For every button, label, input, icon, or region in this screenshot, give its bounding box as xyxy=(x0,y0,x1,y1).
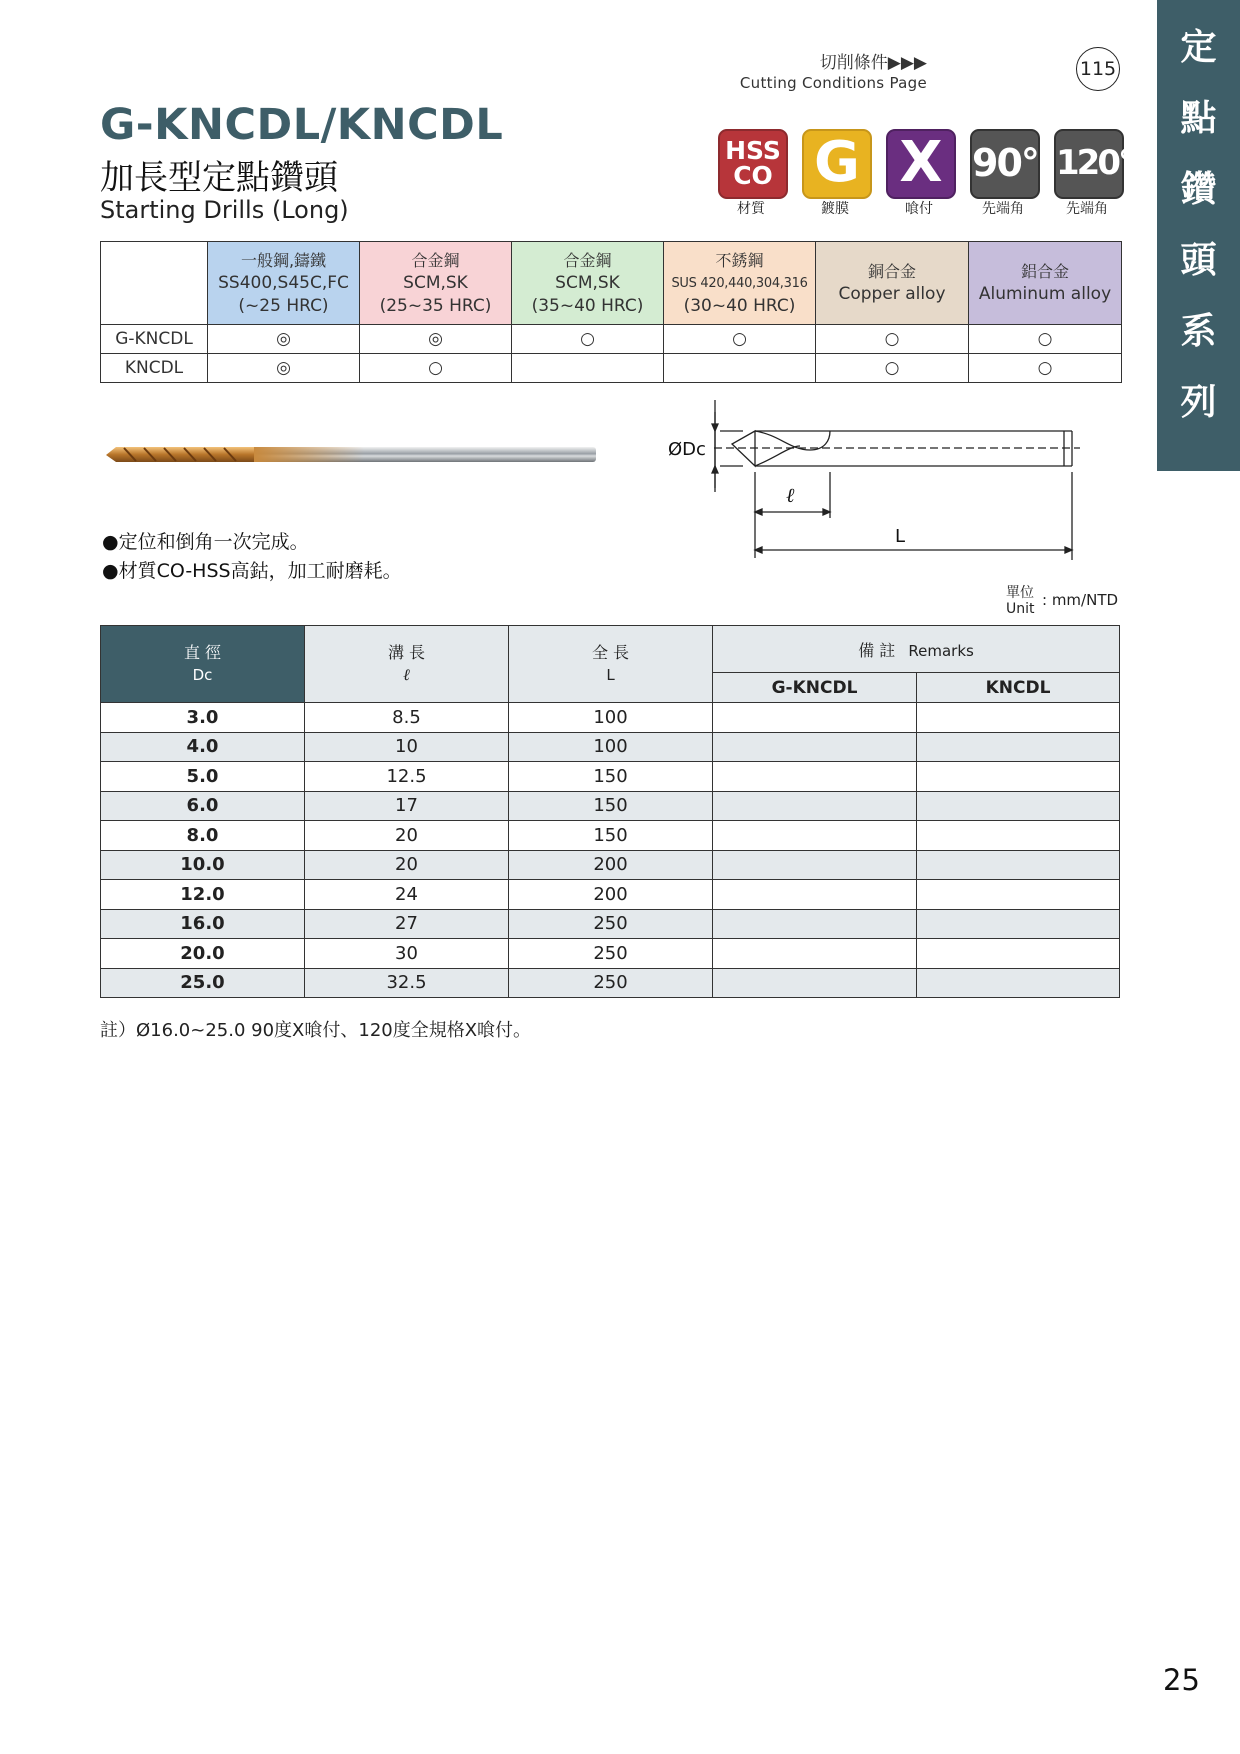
material-name: 銅合金 xyxy=(867,262,916,281)
table-row xyxy=(101,703,1120,733)
material-row xyxy=(101,354,1122,383)
cell-remark-kncdl xyxy=(917,880,1120,910)
badge-caption: 鍍膜 xyxy=(821,201,849,217)
unit-label xyxy=(1006,585,1035,617)
material-name: 一般鋼,鑄鐵 xyxy=(240,250,327,270)
footnote: 註）Ø16.0~25.0 90度X喰付、120度全規格X喰付。 xyxy=(100,1020,532,1041)
cell-remark-g-kncdl xyxy=(713,762,917,792)
side-category-tab xyxy=(1157,0,1240,471)
badge-point-angle-120: 120° xyxy=(1054,129,1124,199)
suitability-mark: ◎ xyxy=(208,354,360,383)
badge-text: CO xyxy=(733,161,773,190)
badge-material-hss-co xyxy=(718,129,788,199)
material-grade: SS400,S45C,FC xyxy=(218,272,349,293)
side-tab-char: 系 xyxy=(1180,311,1217,352)
cell-remark-g-kncdl xyxy=(713,703,917,733)
overall-length-label: L xyxy=(895,526,906,547)
header-remarks-zh: 備 註 xyxy=(858,640,896,660)
cell-overall-length: 250 xyxy=(509,968,713,998)
material-name-en: Copper alloy xyxy=(838,284,946,304)
cell-remark-kncdl xyxy=(917,791,1120,821)
cell-remark-g-kncdl xyxy=(713,732,917,762)
cell-remark-kncdl xyxy=(917,703,1120,733)
header-overall-zh: 全 長 xyxy=(591,643,630,662)
cell-overall-length: 100 xyxy=(509,703,713,733)
table-row xyxy=(101,821,1120,851)
side-tab-char: 點 xyxy=(1180,98,1217,139)
table-row xyxy=(101,762,1120,792)
cell-flute-length: 20 xyxy=(305,821,509,851)
material-row xyxy=(101,325,1122,354)
material-header-copper xyxy=(816,242,969,325)
product-subtitle-en: Starting Drills (Long) xyxy=(100,196,349,224)
cell-flute-length: 10 xyxy=(305,732,509,762)
material-header-blank xyxy=(101,242,208,325)
cell-diameter: 6.0 xyxy=(101,791,305,821)
suitability-mark: ○ xyxy=(816,325,969,354)
header-sub-g-kncdl: G-KNCDL xyxy=(713,673,917,703)
feature-bullet: ●定位和倒角一次完成。 xyxy=(102,531,309,553)
drill-dimension-diagram xyxy=(660,400,1080,570)
cell-overall-length: 100 xyxy=(509,732,713,762)
cell-remark-g-kncdl xyxy=(713,880,917,910)
page-number: 25 xyxy=(1163,1663,1200,1697)
cell-flute-length: 20 xyxy=(305,850,509,880)
header-flute-zh: 溝 長 xyxy=(387,643,426,662)
suitability-mark: ○ xyxy=(360,354,512,383)
cell-flute-length: 32.5 xyxy=(305,968,509,998)
table-row xyxy=(101,791,1120,821)
unit-value: : mm/NTD xyxy=(1042,591,1119,609)
product-subtitle-zh: 加長型定點鑽頭 xyxy=(100,158,338,198)
suitability-mark: ◎ xyxy=(360,325,512,354)
cell-remark-g-kncdl xyxy=(713,821,917,851)
suitability-mark: ○ xyxy=(969,325,1122,354)
material-hardness: (25~35 HRC) xyxy=(379,295,492,316)
cutting-conditions-label-zh: 切削條件▶▶▶ xyxy=(819,53,927,73)
cell-flute-length: 8.5 xyxy=(305,703,509,733)
side-tab-char: 鑽 xyxy=(1180,169,1217,210)
cell-overall-length: 150 xyxy=(509,762,713,792)
suitability-mark xyxy=(664,354,816,383)
material-header-stainless xyxy=(664,242,816,325)
header-overall-sym: L xyxy=(606,666,615,684)
badge-caption: 喰付 xyxy=(905,201,933,217)
header-diameter-sym: Dc xyxy=(192,666,213,684)
material-name: 合金鋼 xyxy=(563,250,612,270)
cell-remark-kncdl xyxy=(917,909,1120,939)
cell-remark-g-kncdl xyxy=(713,791,917,821)
cell-remark-kncdl xyxy=(917,968,1120,998)
product-name: KNCDL xyxy=(101,354,208,383)
cell-remark-kncdl xyxy=(917,732,1120,762)
cell-diameter: 10.0 xyxy=(101,850,305,880)
material-header-general-steel xyxy=(208,242,360,325)
cutting-conditions-label-en: Cutting Conditions Page xyxy=(739,74,927,92)
material-grade: SCM,SK xyxy=(403,272,468,293)
badge-caption: 先端角 xyxy=(982,201,1024,217)
table-row xyxy=(101,732,1120,762)
cell-diameter: 12.0 xyxy=(101,880,305,910)
table-row xyxy=(101,850,1120,880)
cell-diameter: 5.0 xyxy=(101,762,305,792)
header-diameter-zh: 直 徑 xyxy=(183,643,222,662)
suitability-mark xyxy=(512,354,664,383)
cell-overall-length: 200 xyxy=(509,880,713,910)
material-header-alloy-steel-1 xyxy=(360,242,512,325)
material-hardness: (~25 HRC) xyxy=(238,295,329,316)
material-hardness: (35~40 HRC) xyxy=(531,295,644,316)
header-diameter xyxy=(101,626,305,703)
side-tab-char: 列 xyxy=(1180,382,1217,423)
cell-remark-g-kncdl xyxy=(713,939,917,969)
cell-remark-g-kncdl xyxy=(713,968,917,998)
cell-remark-kncdl xyxy=(917,939,1120,969)
header-overall-length xyxy=(509,626,713,703)
flute-length-label: ℓ xyxy=(786,483,795,507)
table-row xyxy=(101,939,1120,969)
cell-overall-length: 250 xyxy=(509,909,713,939)
material-name-en: Aluminum alloy xyxy=(978,284,1112,304)
suitability-mark: ○ xyxy=(512,325,664,354)
material-grade: SCM,SK xyxy=(555,272,620,293)
material-hardness: (30~40 HRC) xyxy=(683,295,796,316)
material-grade: SUS 420,440,304,316 xyxy=(671,275,808,291)
material-header-aluminum xyxy=(969,242,1122,325)
cell-overall-length: 150 xyxy=(509,791,713,821)
cell-flute-length: 30 xyxy=(305,939,509,969)
badge-caption: 先端角 xyxy=(1066,201,1108,217)
product-title: G-KNCDL/KNCDL xyxy=(100,100,504,150)
cell-overall-length: 200 xyxy=(509,850,713,880)
material-name: 不銹鋼 xyxy=(715,250,764,270)
table-row xyxy=(101,880,1120,910)
suitability-mark: ○ xyxy=(816,354,969,383)
material-name: 鋁合金 xyxy=(1020,262,1069,281)
header-flute-length xyxy=(305,626,509,703)
material-header-alloy-steel-2 xyxy=(512,242,664,325)
cell-overall-length: 150 xyxy=(509,821,713,851)
drill-product-image xyxy=(104,438,600,472)
feature-bullet: ●材質CO-HSS高鈷，加工耐磨耗。 xyxy=(102,560,402,582)
unit-label-en: Unit xyxy=(1006,601,1035,617)
material-name: 合金鋼 xyxy=(411,250,460,270)
side-tab-char: 頭 xyxy=(1180,240,1217,281)
cell-diameter: 4.0 xyxy=(101,732,305,762)
cutting-conditions-page-link[interactable]: 115 xyxy=(1076,47,1120,91)
cell-diameter: 16.0 xyxy=(101,909,305,939)
badge-x-thinning: X xyxy=(886,129,956,199)
cell-flute-length: 27 xyxy=(305,909,509,939)
cell-diameter: 20.0 xyxy=(101,939,305,969)
cell-flute-length: 17 xyxy=(305,791,509,821)
cell-flute-length: 12.5 xyxy=(305,762,509,792)
cell-diameter: 3.0 xyxy=(101,703,305,733)
cell-remark-g-kncdl xyxy=(713,850,917,880)
header-sub-kncdl: KNCDL xyxy=(917,673,1120,703)
diameter-label: ØDc xyxy=(668,439,706,460)
product-name: G-KNCDL xyxy=(101,325,208,354)
unit-label-zh: 單位 xyxy=(1006,585,1034,601)
cell-diameter: 25.0 xyxy=(101,968,305,998)
badge-point-angle-90: 90° xyxy=(970,129,1040,199)
cell-remark-g-kncdl xyxy=(713,909,917,939)
suitability-mark: ○ xyxy=(664,325,816,354)
cell-remark-kncdl xyxy=(917,850,1120,880)
suitability-mark: ○ xyxy=(969,354,1122,383)
table-row xyxy=(101,909,1120,939)
side-tab-char: 定 xyxy=(1180,27,1217,68)
cell-overall-length: 250 xyxy=(509,939,713,969)
header-remarks xyxy=(713,626,1120,673)
cell-diameter: 8.0 xyxy=(101,821,305,851)
table-row xyxy=(101,968,1120,998)
suitability-mark: ◎ xyxy=(208,325,360,354)
badge-caption: 材質 xyxy=(737,201,765,217)
header-remarks-en: Remarks xyxy=(908,641,974,660)
cell-flute-length: 24 xyxy=(305,880,509,910)
specification-table xyxy=(100,625,1120,998)
header-flute-sym: ℓ xyxy=(403,665,410,684)
cell-remark-kncdl xyxy=(917,821,1120,851)
material-suitability-table xyxy=(100,241,1122,383)
cell-remark-kncdl xyxy=(917,762,1120,792)
badge-coating-g: G xyxy=(802,129,872,199)
badge-text: HSS xyxy=(725,136,781,165)
